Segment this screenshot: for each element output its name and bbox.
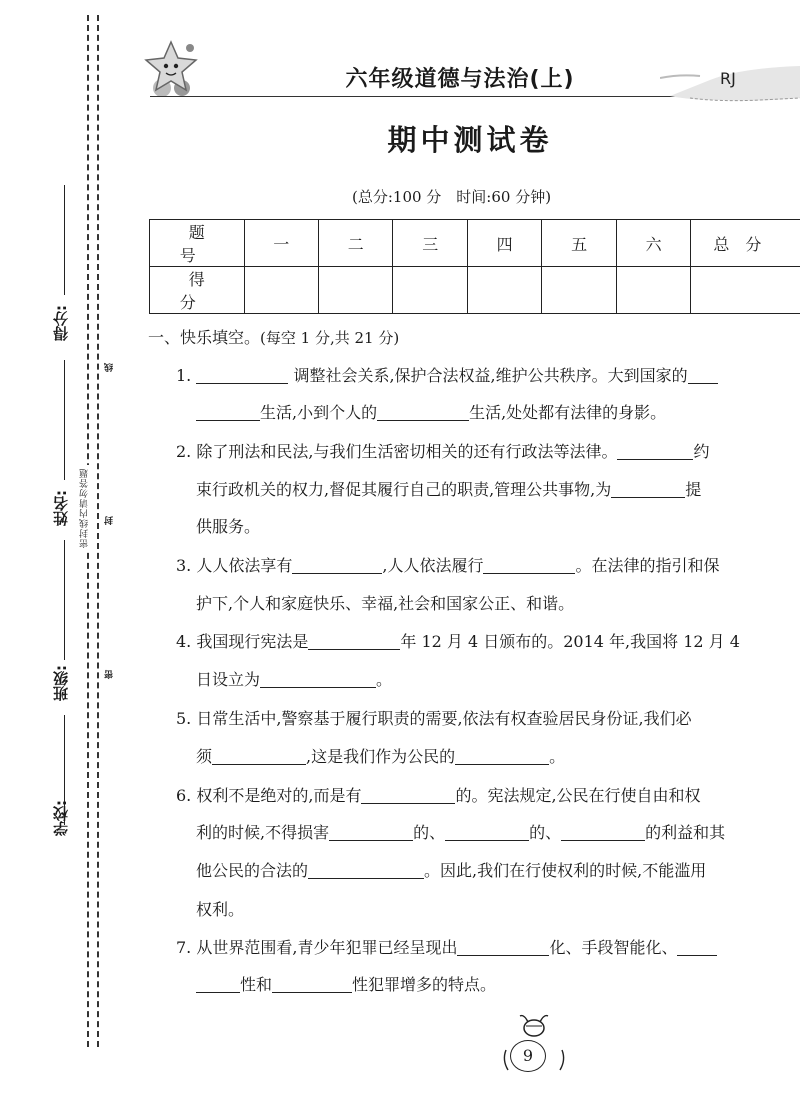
- binding-line-inner: [97, 15, 99, 1047]
- seal-mark-secret: 密: [105, 670, 115, 679]
- school-label: 学校:: [52, 800, 70, 836]
- question-text: ,这是我们作为公民的: [306, 747, 456, 766]
- answer-blank[interactable]: [272, 976, 352, 993]
- question-text: 。: [549, 747, 566, 766]
- answer-blank[interactable]: [196, 976, 240, 993]
- section-points: (每空 1 分,共 21 分): [260, 329, 400, 347]
- score-cell[interactable]: [393, 267, 467, 314]
- question-2-line-1: [176, 441, 709, 463]
- question-text: 束行政机关的权力,督促其履行自己的职责,管理公共事物,为: [196, 480, 612, 499]
- question-number: 1.: [176, 366, 192, 385]
- edition-tag: RJ: [720, 69, 736, 88]
- answer-blank[interactable]: [329, 824, 413, 841]
- question-6-line-4: [196, 899, 244, 921]
- question-text: 年 12 月 4 日颁布的。2014 年,我国将 12 月 4: [400, 632, 740, 651]
- answer-blank[interactable]: [212, 748, 306, 765]
- question-text: 。在法律的指引和保: [575, 556, 720, 575]
- score-write-line: [64, 185, 65, 295]
- table-header-cell: 五: [542, 220, 616, 267]
- answer-blank[interactable]: [292, 557, 382, 574]
- answer-blank[interactable]: [457, 939, 549, 956]
- question-5-line-1: [176, 708, 692, 730]
- question-text: 2. 除了刑法和民法,与我们生活密切相关的还有行政法等法律。: [176, 442, 618, 461]
- table-header-cell: 一: [244, 220, 318, 267]
- question-text: 。因此,我们在行使权利的时候,不能滥用: [424, 861, 707, 880]
- answer-blank[interactable]: [688, 367, 718, 384]
- seal-warning: 密封线内请勿答题: [78, 465, 91, 551]
- answer-blank[interactable]: [611, 481, 685, 498]
- class-label: 班级:: [52, 665, 70, 701]
- book-title: 六年级道德与法治(上): [345, 67, 575, 92]
- score-cell[interactable]: [542, 267, 616, 314]
- question-text: 须: [196, 747, 213, 766]
- answer-blank[interactable]: [455, 748, 549, 765]
- question-1-line-1: [176, 365, 718, 387]
- table-row-label: 得 分: [150, 267, 245, 314]
- question-text: 7. 从世界范围看,青少年犯罪已经呈现出: [176, 938, 458, 957]
- question-text: 生活,处处都有法律的身影。: [469, 403, 667, 422]
- question-2-line-3: [196, 516, 260, 538]
- question-6-line-1: [176, 785, 701, 807]
- answer-blank[interactable]: [308, 633, 400, 650]
- question-text: 3. 人人依法享有: [176, 556, 293, 575]
- question-text: 约: [693, 442, 710, 461]
- section-title: [148, 325, 399, 348]
- class-write-line: [64, 540, 65, 660]
- answer-blank[interactable]: [196, 367, 288, 384]
- question-1-line-2: [196, 402, 666, 424]
- score-table: [149, 219, 800, 314]
- question-text: 他公民的合法的: [196, 861, 309, 880]
- question-text: 权利。: [196, 900, 245, 919]
- question-text: 5. 日常生活中,警察基于履行职责的需要,依法有权查验居民身份证,我们必: [176, 709, 692, 728]
- name-label: 姓名:: [52, 490, 70, 526]
- question-text: 供服务。: [196, 517, 261, 536]
- question-text: 利的时候,不得损害: [196, 823, 330, 842]
- score-table-score-row: [150, 267, 800, 314]
- question-text: 性和: [240, 975, 273, 994]
- mascot-star-icon: [138, 38, 204, 100]
- table-header-cell: 题 号: [150, 220, 245, 267]
- question-2-line-2: [196, 479, 701, 501]
- score-cell[interactable]: [467, 267, 541, 314]
- question-text: ,人人依法履行: [382, 556, 484, 575]
- answer-blank[interactable]: [677, 939, 717, 956]
- question-text: 调整社会关系,保护合法权益,维护公共秩序。大到国家的: [293, 366, 688, 385]
- question-3-line-2: [196, 593, 574, 615]
- question-text: 日设立为: [196, 670, 261, 689]
- table-header-cell: 总 分: [691, 220, 800, 267]
- table-header-cell: 四: [467, 220, 541, 267]
- question-text: 6. 权利不是绝对的,而是有: [176, 786, 362, 805]
- question-7-line-1: [176, 937, 717, 959]
- answer-blank[interactable]: [377, 404, 469, 421]
- exam-title: 期中测试卷: [387, 123, 553, 157]
- score-cell[interactable]: [319, 267, 393, 314]
- exam-meta: (总分:100 分 时间:60 分钟): [352, 188, 552, 206]
- question-text: 。: [376, 670, 393, 689]
- question-6-line-2: [196, 822, 725, 844]
- score-label: 得分:: [52, 305, 70, 341]
- question-text: 4. 我国现行宪法是: [176, 632, 309, 651]
- question-text: 的利益和其: [645, 823, 726, 842]
- question-6-line-3: [196, 860, 706, 882]
- answer-blank[interactable]: [196, 404, 260, 421]
- question-text: 护下,个人和家庭快乐、幸福,社会和国家公正、和谐。: [196, 594, 575, 613]
- answer-blank[interactable]: [308, 862, 424, 879]
- table-header-cell: 六: [616, 220, 690, 267]
- name-write-line: [64, 360, 65, 480]
- question-text: 的。宪法规定,公民在行使自由和权: [455, 786, 701, 805]
- answer-blank[interactable]: [260, 671, 376, 688]
- table-header-cell: 三: [393, 220, 467, 267]
- answer-blank[interactable]: [561, 824, 645, 841]
- answer-blank[interactable]: [617, 443, 693, 460]
- question-text: 生活,小到个人的: [260, 403, 378, 422]
- question-text: 化、手段智能化、: [549, 938, 678, 957]
- question-7-line-2: [196, 974, 496, 996]
- seal-mark-line: 线: [105, 363, 115, 372]
- question-text: 提: [685, 480, 702, 499]
- answer-blank[interactable]: [361, 787, 455, 804]
- question-3-line-1: [176, 555, 719, 577]
- seal-mark-seal: 封: [105, 516, 115, 525]
- question-text: 的、: [413, 823, 446, 842]
- page-number: 9: [510, 1040, 546, 1072]
- question-4-line-2: [196, 669, 392, 691]
- score-table-header-row: [150, 220, 800, 267]
- answer-blank[interactable]: [445, 824, 529, 841]
- question-text: 的、: [529, 823, 562, 842]
- question-5-line-2: [196, 746, 565, 768]
- question-4-line-1: [176, 631, 740, 653]
- score-cell[interactable]: [616, 267, 690, 314]
- answer-blank[interactable]: [483, 557, 575, 574]
- score-cell[interactable]: [691, 267, 800, 314]
- section-heading: 一、快乐填空。: [148, 328, 261, 347]
- question-text: 性犯罪增多的特点。: [352, 975, 497, 994]
- table-header-cell: 二: [319, 220, 393, 267]
